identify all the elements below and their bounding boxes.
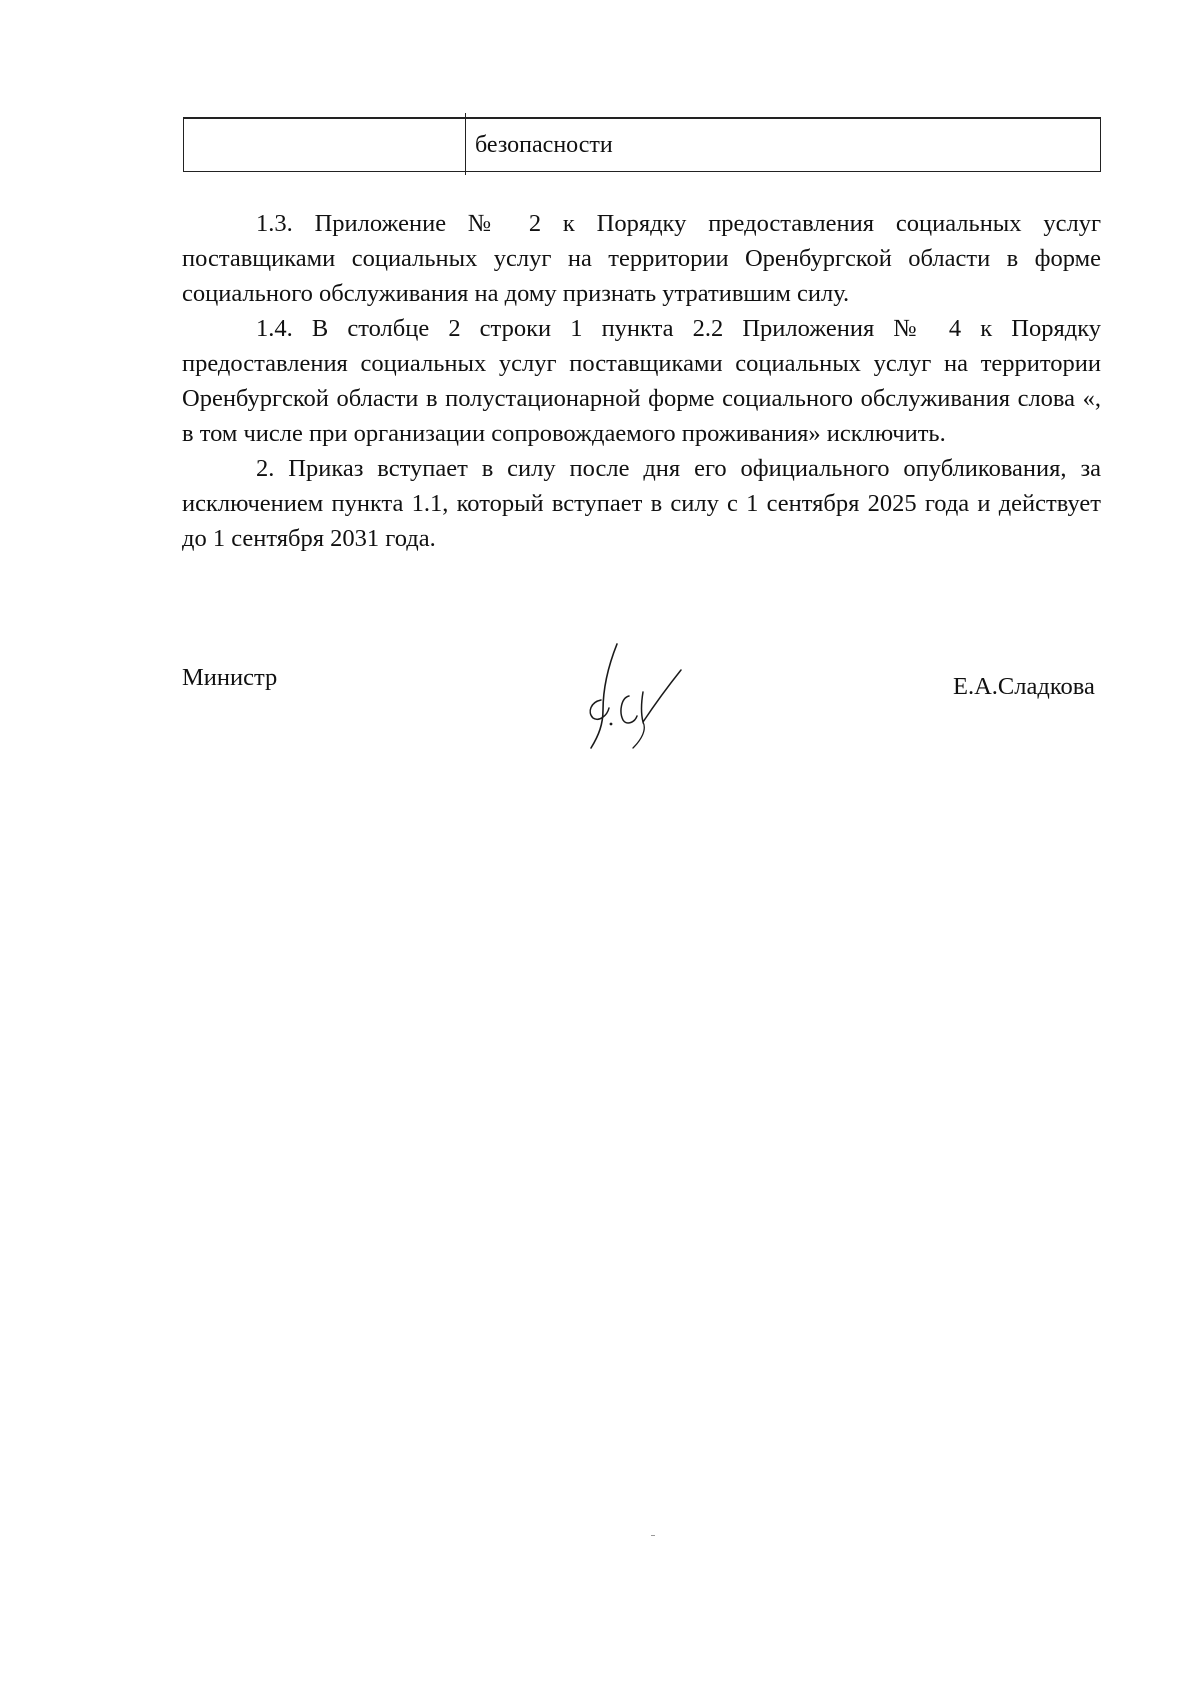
paragraph-1-4: 1.4. В столбце 2 строки 1 пункта 2.2 Приложения № 4 к Порядку предоставления социальных услуг поставщиками социальных услуг на территории Оренбургской области в полустационарной форме социального обслуживания слова «, в том числе при организации сопровождаемого проживания» исключить. (182, 315, 1101, 447)
handwritten-signature (585, 640, 695, 750)
signatory-name: Е.А.Сладкова (953, 673, 1095, 700)
paragraph-1-3: 1.3. Приложение № 2 к Порядку предоставления социальных услуг поставщиками социальных услуг на территории Оренбургской области в форме социального обслуживания на дому признать утратившим силу. (182, 210, 1101, 307)
document-body (182, 206, 1101, 556)
signatory-title: Министр (182, 664, 278, 691)
table-column-divider (465, 113, 466, 175)
table-cell-text: безопасности (475, 132, 613, 158)
table-fragment (183, 117, 1101, 172)
scan-artifact (651, 1535, 655, 1536)
paragraph-2: 2. Приказ вступает в силу после дня его официального опубликования, за исключением пункта 1.1, который вступает в силу с 1 сентября 2025 года и действует до 1 сентября 2031 года. (182, 455, 1101, 552)
